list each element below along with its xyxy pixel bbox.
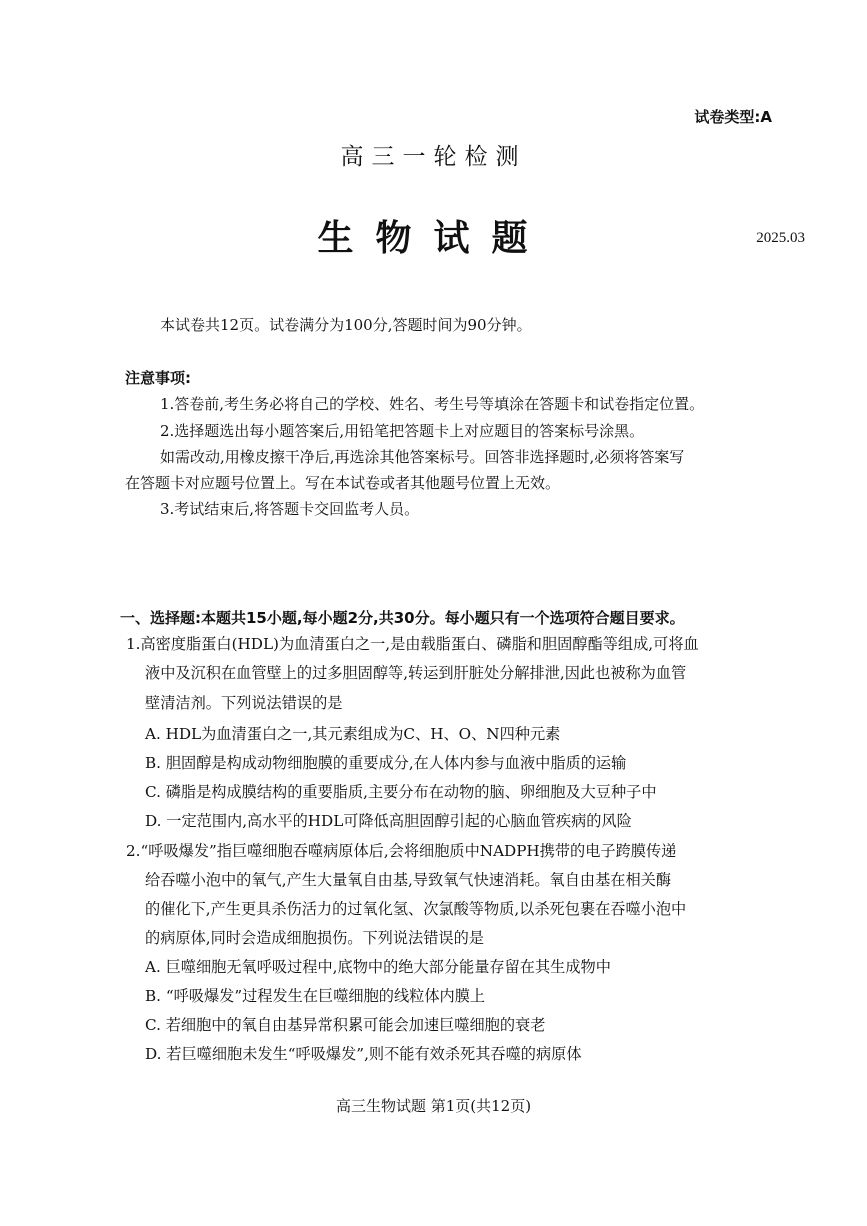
- question-stem-line: 壁清洁剂。下列说法错误的是: [145, 694, 343, 712]
- option-a: A. HDL为血清蛋白之一,其元素组成为C、H、O、N四种元素: [145, 725, 561, 743]
- page-footer: 高三生物试题 第1页(共12页): [335, 1097, 532, 1115]
- exam-intro: 本试卷共12页。试卷满分为100分,答题时间为90分钟。: [160, 316, 532, 334]
- subject-title: 生物试题: [317, 218, 550, 259]
- question-stem-line: 的病原体,同时会造成细胞损伤。下列说法错误的是: [145, 929, 484, 947]
- section-heading: 一、选择题:本题共15小题,每小题2分,共30分。每小题只有一个选项符合题目要求。: [120, 609, 685, 627]
- option-b: B. “呼吸爆发”过程发生在巨噬细胞的线粒体内膜上: [145, 987, 486, 1005]
- question-stem-line: 1.高密度脂蛋白(HDL)为血清蛋白之一,是由载脂蛋白、磷脂和胆固醇酯等组成,可将血: [126, 635, 699, 653]
- notice-item-2-continued: 如需改动,用橡皮擦干净后,再选涂其他答案标号。回答非选择题时,必须将答案写: [160, 448, 685, 466]
- paper-type-label: 试卷类型:A: [694, 108, 772, 126]
- option-c: C. 若细胞中的氧自由基异常积累可能会加速巨噬细胞的衰老: [145, 1016, 546, 1034]
- question-stem-line: 的催化下,产生更具杀伤活力的过氧化氢、次氯酸等物质,以杀死包裹在吞噬小泡中: [145, 900, 687, 918]
- question-stem-line: 给吞噬小泡中的氧气,产生大量氧自由基,导致氧气快速消耗。氧自由基在相关酶: [145, 871, 672, 889]
- notice-item-2: 2.选择题选出每小题答案后,用铅笔把答题卡上对应题目的答案标号涂黑。: [160, 422, 645, 440]
- exam-date: 2025.03: [756, 230, 805, 246]
- notice-item-2-continued: 在答题卡对应题号位置上。写在本试卷或者其他题号位置上无效。: [125, 474, 561, 492]
- option-b: B. 胆固醇是构成动物细胞膜的重要成分,在人体内参与血液中脂质的运输: [145, 754, 627, 772]
- option-a: A. 巨噬细胞无氧呼吸过程中,底物中的绝大部分能量存留在其生成物中: [145, 958, 611, 976]
- option-c: C. 磷脂是构成膜结构的重要脂质,主要分布在动物的脑、卵细胞及大豆种子中: [145, 783, 657, 801]
- question-stem-line: 2.“呼吸爆发”指巨噬细胞吞噬病原体后,会将细胞质中NADPH携带的电子跨膜传递: [126, 842, 677, 860]
- question-stem-line: 液中及沉积在血管壁上的过多胆固醇等,转运到肝脏处分解排泄,因此也被称为血管: [145, 664, 687, 682]
- exam-series-title: 高三一轮检测: [340, 144, 527, 170]
- notice-item-1: 1.答卷前,考生务必将自己的学校、姓名、考生号等填涂在答题卡和试卷指定位置。: [160, 395, 705, 413]
- notice-heading: 注意事项:: [125, 369, 191, 387]
- option-d: D. 若巨噬细胞未发生“呼吸爆发”,则不能有效杀死其吞噬的病原体: [145, 1045, 582, 1063]
- option-d: D. 一定范围内,高水平的HDL可降低高胆固醇引起的心脑血管疾病的风险: [145, 812, 632, 830]
- notice-item-3: 3.考试结束后,将答题卡交回监考人员。: [160, 500, 420, 518]
